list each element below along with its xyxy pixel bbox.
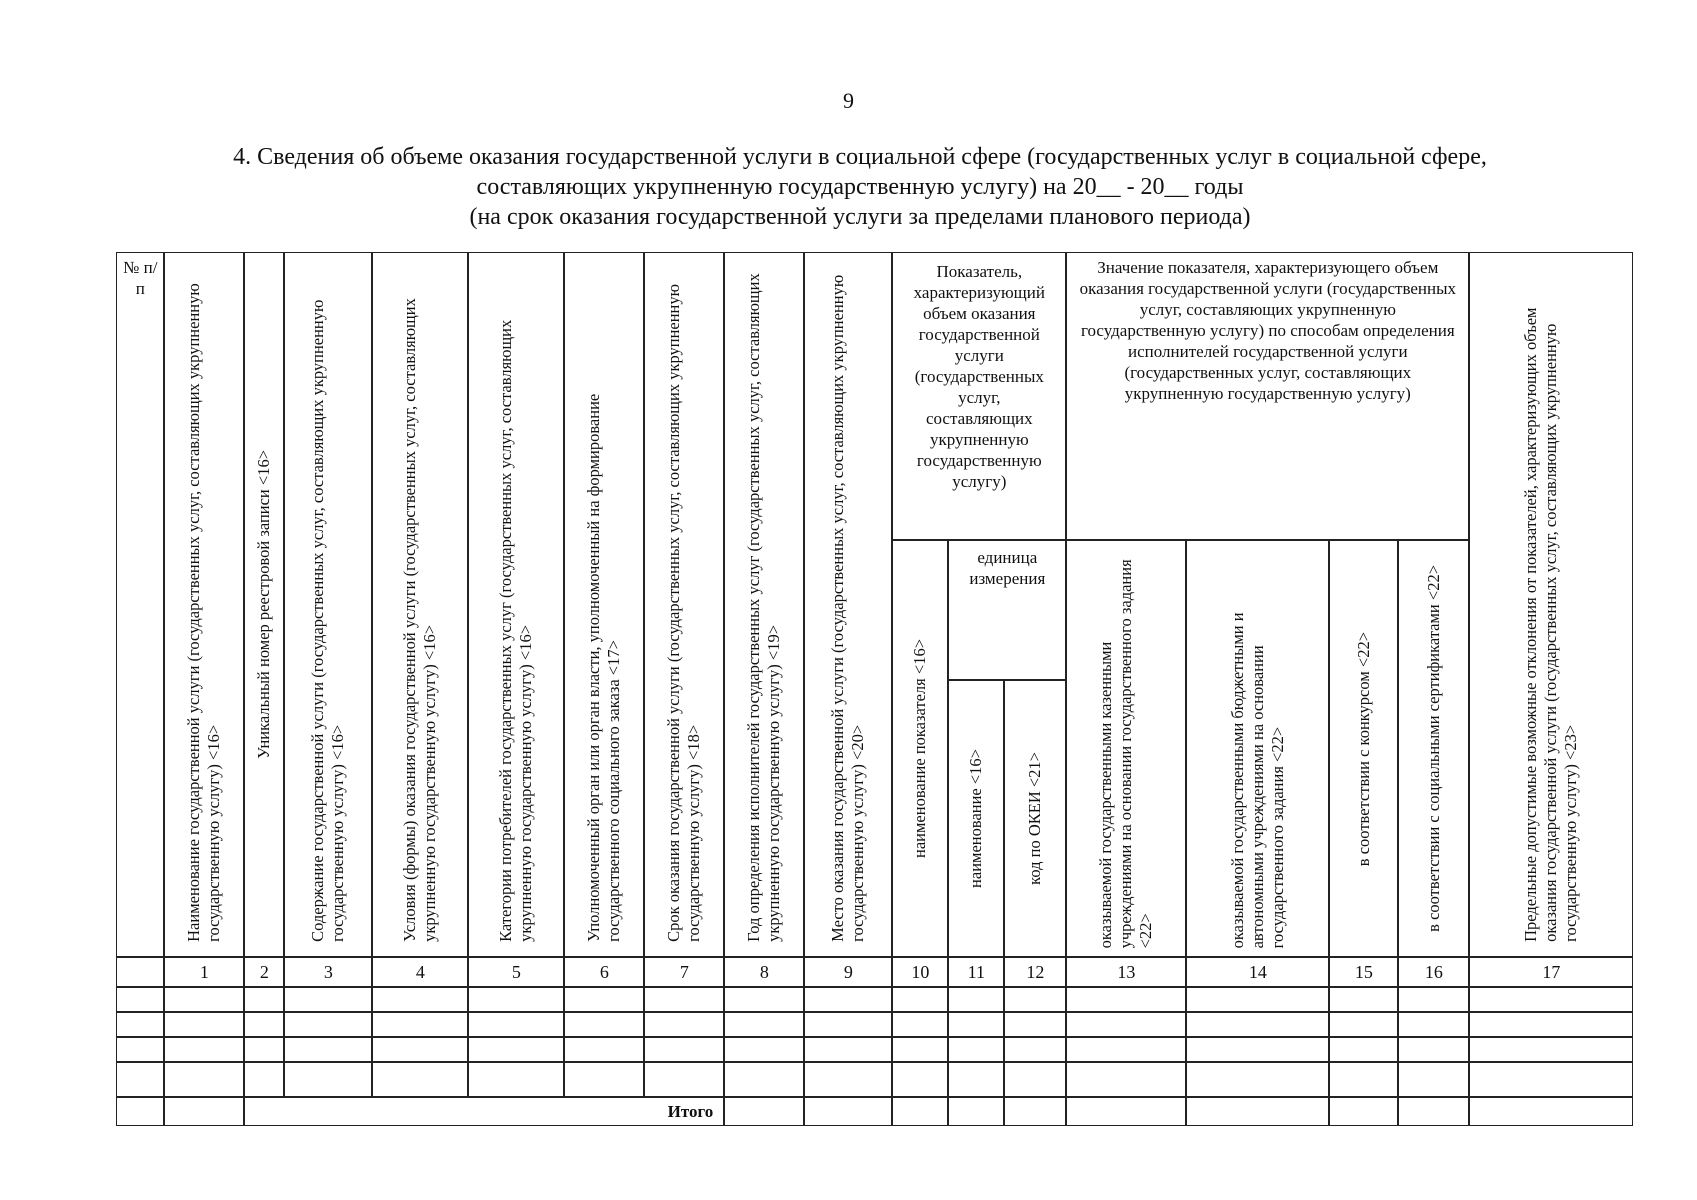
col-number-3: 3: [284, 957, 372, 987]
col-number-8: 8: [724, 957, 804, 987]
table-cell: [724, 987, 804, 1012]
table-cell: [468, 1062, 564, 1097]
col-number-2: 2: [244, 957, 284, 987]
table-cell: [164, 987, 244, 1012]
table-cell: [804, 1037, 892, 1062]
table-cell: [892, 1037, 948, 1062]
total-row-col-12: [1004, 1097, 1066, 1126]
table-cell: [164, 1037, 244, 1062]
table-cell: [1469, 1062, 1633, 1097]
total-row-col-10: [892, 1097, 948, 1126]
table-cell: [804, 1062, 892, 1097]
col-number-7: 7: [644, 957, 724, 987]
table-cell: [244, 1037, 284, 1062]
header-col-10: наименование показателя <16>: [892, 540, 948, 957]
col-number-11: 11: [948, 957, 1004, 987]
header-col-11: наименование <16>: [948, 680, 1004, 957]
table-cell: [1004, 1062, 1066, 1097]
table-cell: [1329, 1037, 1398, 1062]
table-cell: [1186, 1012, 1329, 1037]
table-cell: [116, 987, 164, 1012]
total-row-col-1: [164, 1097, 244, 1126]
table-cell: [372, 1012, 468, 1037]
table-cell: [1329, 1062, 1398, 1097]
table-cell: [1186, 987, 1329, 1012]
table-cell: [948, 1037, 1004, 1062]
total-label: Итого: [244, 1097, 724, 1126]
table-cell: [1066, 1037, 1186, 1062]
table-cell: [644, 1037, 724, 1062]
table-cell: [644, 1012, 724, 1037]
table-cell: [724, 1012, 804, 1037]
table-cell: [1066, 1062, 1186, 1097]
table-cell: [1004, 1037, 1066, 1062]
table-cell: [892, 1062, 948, 1097]
total-row-col-14: [1186, 1097, 1329, 1126]
page-number: 9: [843, 88, 854, 113]
total-row-col-11: [948, 1097, 1004, 1126]
table-cell: [244, 987, 284, 1012]
col-number-15: 15: [1329, 957, 1398, 987]
header-col-2: Уникальный номер реестровой записи <16>: [244, 252, 284, 957]
total-row-col-15: [1329, 1097, 1398, 1126]
header-col-13: оказываемой государственными казенными учреждениями на основании государственного задания <22>: [1066, 540, 1186, 957]
table-cell: [804, 987, 892, 1012]
table-cell: [724, 1062, 804, 1097]
table-cell: [1329, 1012, 1398, 1037]
col-number-5: 5: [468, 957, 564, 987]
col-number-4: 4: [372, 957, 468, 987]
table-cell: [1398, 987, 1469, 1012]
section-heading: [120, 142, 1600, 232]
table-cell: [1066, 1012, 1186, 1037]
header-col-7: Срок оказания государственной услуги (государственных услуг, составляющих укрупненную государственную услугу) <18>: [644, 252, 724, 957]
total-row-col-17: [1469, 1097, 1633, 1126]
col-number-13: 13: [1066, 957, 1186, 987]
total-row-np: [116, 1097, 164, 1126]
table-cell: [804, 1012, 892, 1037]
header-group-value: Значение показателя, характеризующего объем оказания государственной услуги (государственных услуг, составляющих укрупненную государственную услугу) по способам определения исполнителей государственной услуги (государственных услуг, составляющих укрупненную государственную услугу): [1066, 252, 1469, 540]
table-cell: [468, 1012, 564, 1037]
col-number-16: 16: [1398, 957, 1469, 987]
table-cell: [948, 1012, 1004, 1037]
total-row-col-13: [1066, 1097, 1186, 1126]
header-col-15: в соответствии с конкурсом <22>: [1329, 540, 1398, 957]
table-cell: [948, 987, 1004, 1012]
table-cell: [1004, 987, 1066, 1012]
table-cell: [1004, 1012, 1066, 1037]
col-number-np: [116, 957, 164, 987]
table-cell: [116, 1012, 164, 1037]
heading-line-3: (на срок оказания государственной услуги за пределами планового периода): [469, 204, 1251, 230]
header-col-1: Наименование государственной услуги (государственных услуг, составляющих укрупненную государственную услугу) <16>: [164, 252, 244, 957]
volume-table: [117, 253, 1634, 1127]
table-cell: [468, 987, 564, 1012]
table-cell: [244, 1062, 284, 1097]
col-number-1: 1: [164, 957, 244, 987]
table-cell: [1186, 1062, 1329, 1097]
table-cell: [1329, 987, 1398, 1012]
col-number-10: 10: [892, 957, 948, 987]
table-cell: [564, 987, 644, 1012]
table-cell: [892, 987, 948, 1012]
heading-line-1: 4. Сведения об объеме оказания государственной услуги в социальной сфере (государственных услуг в социальной сфере,: [233, 144, 1487, 170]
header-col-6: Уполномоченный орган или орган власти, уполномоченный на формирование государственного социального заказа <17>: [564, 252, 644, 957]
col-number-12: 12: [1004, 957, 1066, 987]
table-cell: [644, 1062, 724, 1097]
table-cell: [1469, 1037, 1633, 1062]
header-col-16: в соответствии с социальными сертификатами <22>: [1398, 540, 1469, 957]
table-cell: [1469, 1012, 1633, 1037]
header-col-9: Место оказания государственной услуги (государственных услуг, составляющих укрупненную государственную услугу) <20>: [804, 252, 892, 957]
table-cell: [284, 987, 372, 1012]
table-cell: [1398, 1012, 1469, 1037]
table-cell: [164, 1012, 244, 1037]
header-group-unit: единица измерения: [948, 540, 1066, 680]
header-col-5: Категории потребителей государственных услуг (государственных услуг, составляющих укрупненную государственную услугу) <16>: [468, 252, 564, 957]
table-cell: [284, 1062, 372, 1097]
table-cell: [1398, 1037, 1469, 1062]
table-cell: [372, 987, 468, 1012]
total-row-col-9: [804, 1097, 892, 1126]
header-col-17: Предельные допустимые возможные отклонения от показателей, характеризующих объем оказания государственной услуги (государственных услуг, составляющих укрупненную государственную услугу) <23>: [1469, 252, 1633, 957]
table-cell: [372, 1037, 468, 1062]
col-number-14: 14: [1186, 957, 1329, 987]
header-group-indicator: Показатель, характеризующий объем оказания государственной услуги (государственных услуг, составляющих укрупненную государственную услугу): [892, 252, 1066, 540]
table-cell: [372, 1062, 468, 1097]
table-cell: [564, 1037, 644, 1062]
table-cell: [164, 1062, 244, 1097]
table-cell: [284, 1037, 372, 1062]
col-number-17: 17: [1469, 957, 1633, 987]
header-col-8: Год определения исполнителей государственных услуг (государственных услуг, составляющих укрупненную государственную услугу) <19>: [724, 252, 804, 957]
header-np: № п/п: [116, 252, 164, 957]
col-number-6: 6: [564, 957, 644, 987]
header-col-14: оказываемой государственными бюджетными и автономными учреждениями на основании государственного задания <22>: [1186, 540, 1329, 957]
table-cell: [116, 1062, 164, 1097]
table-cell: [564, 1012, 644, 1037]
table-cell: [284, 1012, 372, 1037]
table-cell: [564, 1062, 644, 1097]
header-col-12: код по ОКЕИ <21>: [1004, 680, 1066, 957]
total-row-col-8: [724, 1097, 804, 1126]
table-cell: [1066, 987, 1186, 1012]
table-cell: [644, 987, 724, 1012]
table-cell: [468, 1037, 564, 1062]
header-col-3: Содержание государственной услуги (государственных услуг, составляющих укрупненную государственную услугу) <16>: [284, 252, 372, 957]
table-cell: [724, 1037, 804, 1062]
header-col-4: Условия (формы) оказания государственной услуги (государственных услуг, составляющих укрупненную государственную услугу) <16>: [372, 252, 468, 957]
table-cell: [892, 1012, 948, 1037]
total-row-col-16: [1398, 1097, 1469, 1126]
table-cell: [1469, 987, 1633, 1012]
table-cell: [1186, 1037, 1329, 1062]
table-cell: [244, 1012, 284, 1037]
table-cell: [116, 1037, 164, 1062]
col-number-9: 9: [804, 957, 892, 987]
table-cell: [1398, 1062, 1469, 1097]
heading-line-2: составляющих укрупненную государственную услугу) на 20__ - 20__ годы: [476, 174, 1244, 200]
table-cell: [948, 1062, 1004, 1097]
